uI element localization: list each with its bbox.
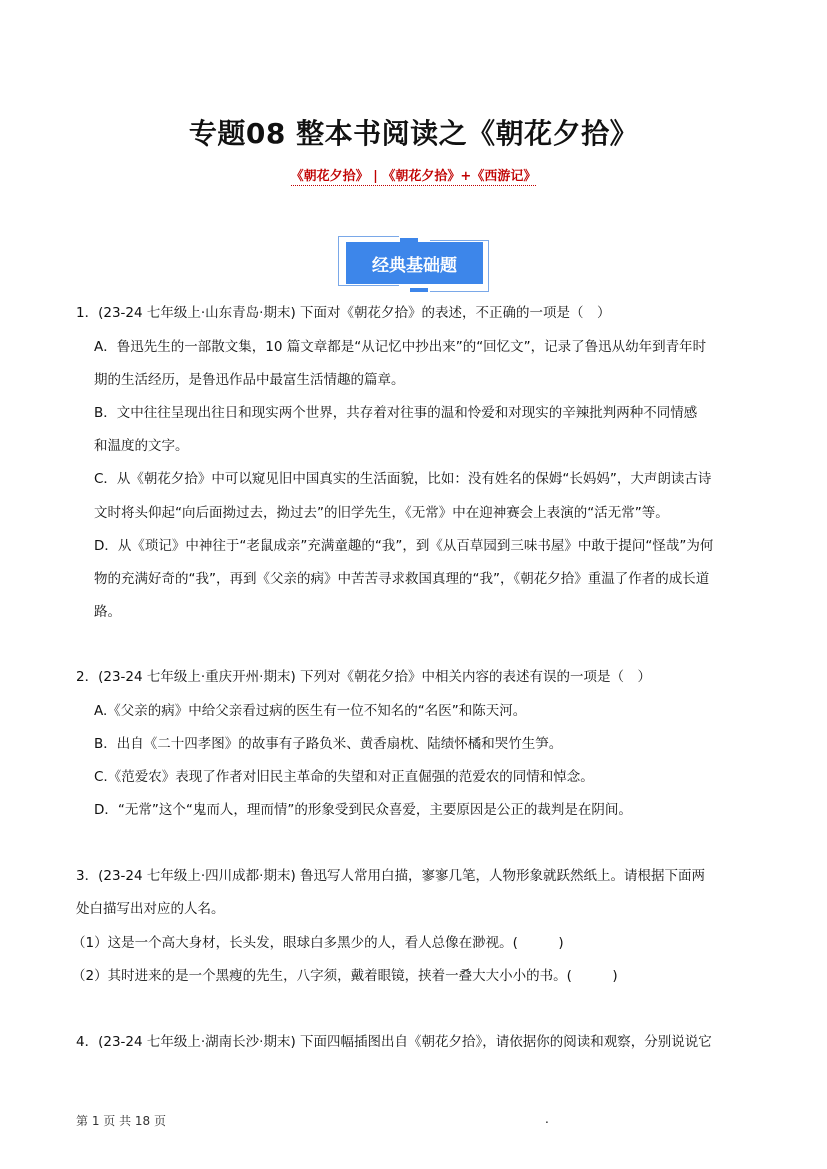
q1-option-c: C．从《朝花夕拾》中可以窥见旧中国真实的生活面貌，比如：没有姓名的保姆“长妈妈”，大声朗读古诗 [94,471,712,487]
q1-option-b-cont: 和温度的文字。 [94,438,189,454]
subtitle [0,165,827,184]
section-badge-label: 经典基础题 [346,242,483,284]
page-title: 专题08 整本书阅读之《朝花夕拾》 [188,117,639,150]
question-3-header-cont: 处白描写出对应的人名。 [76,901,225,917]
q3-item-2: （2）其时进来的是一个黑瘦的先生，八字须，戴着眼镜，挟着一叠大大小小的书。( ) [72,968,618,984]
q3-item-1: （1）这是一个高大身材，长头发，眼球白多黑少的人，看人总像在渺视。( ) [72,935,564,951]
footer-dot: . [545,1112,549,1126]
badge-tick-bottom [410,288,428,292]
q1-option-d-cont: 物的充满好奇的“我”，再到《父亲的病》中苦苦寻求救国真理的“我”，《朝花夕拾》重温了作者的成长道 [94,571,710,587]
q1-option-d: D．从《琐记》中神往于“老鼠成亲”充满童趣的“我”，到《从百草园到三味书屋》中敢于提问“怪哉”为何 [94,538,714,554]
q2-option-b: B．出自《二十四孝图》的故事有子路负米、黄香扇枕、陆绩怀橘和哭竹生笋。 [94,736,563,752]
page-number: 第 1 页 共 18 页 [76,1114,166,1128]
question-4-header: 4．(23-24 七年级上·湖南长沙·期末) 下面四幅插图出自《朝花夕拾》，请依据你的阅读和观察，分别说说它 [76,1034,712,1050]
q1-option-d-cont2: 路。 [94,604,121,620]
q2-option-c: C.《范爱农》表现了作者对旧民主革命的失望和对正直倔强的范爱农的同情和悼念。 [94,769,594,785]
question-1-header: 1．(23-24 七年级上·山东青岛·期末) 下面对《朝花夕拾》的表述，不正确的一项是（ ） [76,305,611,321]
q2-option-a: A.《父亲的病》中给父亲看过病的医生有一位不知名的“名医”和陈天河。 [94,703,527,719]
q1-option-a-cont: 期的生活经历，是鲁迅作品中最富生活情趣的篇章。 [94,372,405,388]
q1-option-c-cont: 文时将头仰起“向后面拗过去，拗过去”的旧学先生，《无常》中在迎神赛会上表演的“活无常”等。 [94,505,669,521]
question-3-header: 3．(23-24 七年级上·四川成都·期末) 鲁迅写人常用白描，寥寥几笔，人物形象就跃然纸上。请根据下面两 [76,868,706,884]
question-2-header: 2．(23-24 七年级上·重庆开州·期末) 下列对《朝花夕拾》中相关内容的表述有误的一项是（ ） [76,669,652,685]
q2-option-d: D．“无常”这个“鬼而人，理而情”的形象受到民众喜爱，主要原因是公正的裁判是在阴间。 [94,802,632,818]
subtitle-text: 《朝花夕拾》 | 《朝花夕拾》+《西游记》 [290,169,537,184]
section-badge [338,236,490,292]
q1-option-a: A．鲁迅先生的一部散文集，10 篇文章都是“从记忆中抄出来”的“回忆文”，记录了鲁迅从幼年到青年时 [94,339,707,355]
q1-option-b: B．文中往往呈现出往日和现实两个世界，共存着对往事的温和怜爱和对现实的辛辣批判两种不同情感 [94,405,698,421]
